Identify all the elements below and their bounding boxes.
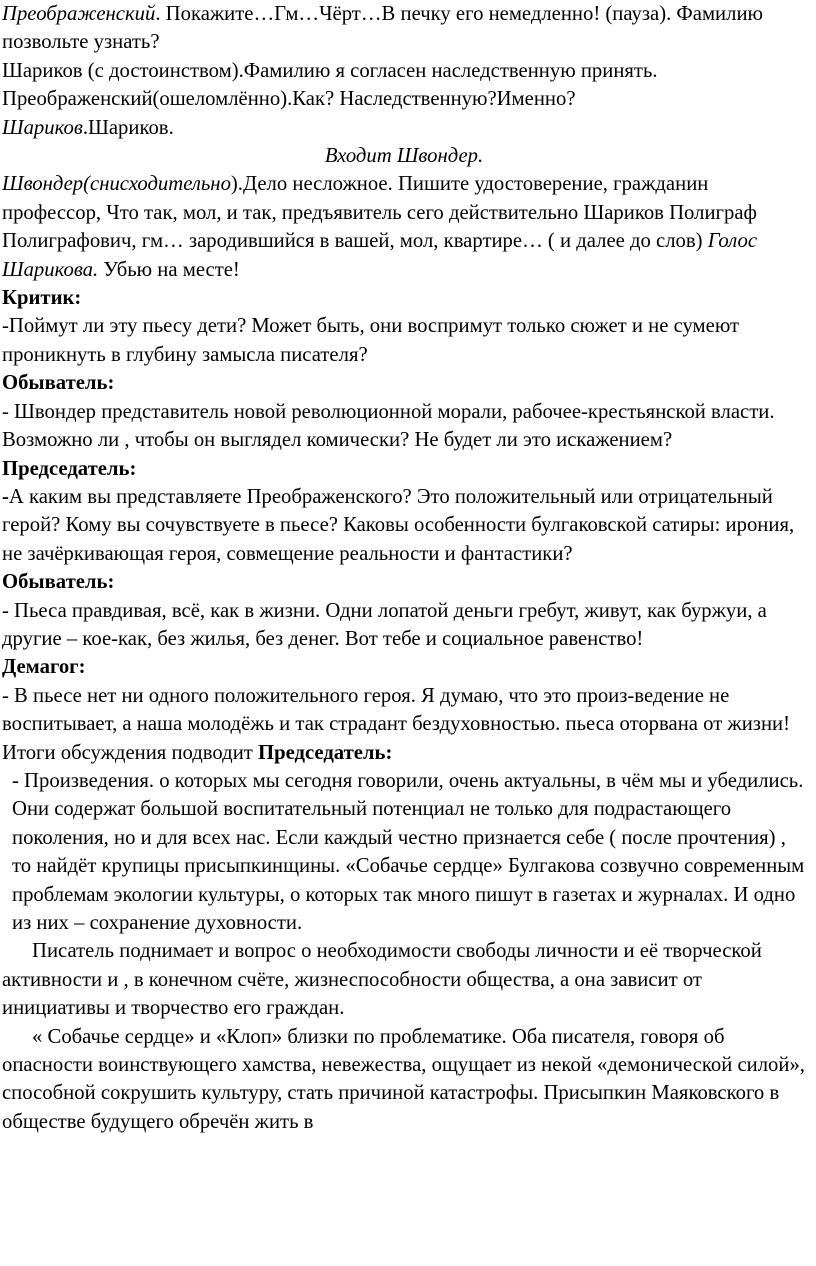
philistine-label: Обыватель: <box>2 372 115 395</box>
speaker-name: Шариков <box>2 116 83 139</box>
writer-paragraph: Писатель поднимает и вопрос о необходимости свободы личности и её творческой активности и , в конечном счёте, жизнеспособности общества, а она зависит от инициативы и творчество его граждан. <box>2 940 762 1020</box>
philistine-text: - Швондер представитель новой революционной морали, рабочее-крестьянской власти. Возможно ли , чтобы он выглядел комически? Не будет ли это искажением? <box>2 400 775 452</box>
summary-intro <box>2 739 806 767</box>
dialogue-preobrazhensky-2: Преображенский(ошеломлённо).Как? Наследственную?Именно? <box>2 88 576 111</box>
dialogue-preobrazhensky-1 <box>2 0 806 57</box>
chairman-text <box>2 483 806 568</box>
demagogue-text: - В пьесе нет ни одного положительного героя. Я думаю, что это произ-ведение не воспитывает, а наша молодёжь и так страдант бездуховностью. пьеса оторвана от жизни! <box>2 684 790 736</box>
stage-direction: Входит Швондер. <box>324 145 484 168</box>
chairman-question: А каким вы представляете Преображенского? Это положительный или отрицательный герой? Кому вы сочувствуете в пьесе? Каковы особенности булгаковской сатиры: ирония, не зачёркивающая героя, совмещение реальности и фантастики? <box>2 485 795 565</box>
speaker-name: Швондер(снисходительно <box>2 173 231 196</box>
chairman-summary-text: - Произведения. о которых мы сегодня говорили, очень актуальны, в чём мы и убедились. Они содержат большой воспитательный потенциал не только для подрастающего поколения, но и для всех нас. Если каждый честно признается себе ( после прочтения) , то найдёт крупицы присыпкинщины. «Собачье сердце» Булгакова созвучно современным проблемам экологии культуры, о которых так много пишут в газетах и журналах. И одно из них – сохранение духовности. <box>12 769 805 934</box>
critic-label: Критик: <box>2 287 82 310</box>
dialogue-text: ).Дело несложное. Пишите удостоверение, гражданин профессор, Что так, мол, и так, предъявитель сего действительно Шариков Полиграф Полиграфович, гм… зародившийся в вашей, мол, квартире… ( и далее до слов) <box>2 173 757 253</box>
dialogue-sharikov-1: Шариков (с достоинством).Фамилию я согласен наследственную принять. <box>2 59 658 82</box>
chairman-label: Председатель: <box>2 457 137 480</box>
dialogue-italic: Голос Шарикова. <box>2 230 758 281</box>
philistine-text-2: - Пьеса правдивая, всё, как в жизни. Одни лопатой деньги гребут, живут, как буржуи, а другие – кое-как, без жилья, без денег. Вот тебе и социальное равенство! <box>2 599 767 650</box>
philistine-label-2: Обыватель: <box>2 571 115 594</box>
dialogue-tail: Убью на месте! <box>98 258 240 281</box>
summary-intro-text: Итоги обсуждения подводит <box>2 741 258 764</box>
dialogue-text: .Шариков. <box>82 116 174 139</box>
dialogue-text: . Покажите…Гм…Чёрт…В печку его немедленно! (пауза). Фамилию позвольте узнать? <box>2 3 763 54</box>
dialogue-shvonder <box>2 170 806 284</box>
demagogue-label: Демагог: <box>2 656 86 679</box>
dash: - <box>2 485 9 508</box>
comparison-paragraph: « Собачье сердце» и «Клоп» близки по проблематике. Оба писателя, говоря об опасности воинствующего хамства, невежества, ощущает из некой «демонической силой», способной сокрушить культуру, стать причиной катастрофы. Присыпкин Маяковского в обществе будущего обречён жить в <box>2 1025 805 1133</box>
critic-text: -Поймут ли эту пьесу дети? Может быть, они воспримут только сюжет и не сумеют проникнуть в глубину замысла писателя? <box>2 315 740 366</box>
summary-chairman-label: Председатель: <box>258 741 393 764</box>
dialogue-sharikov-2 <box>2 114 806 142</box>
speaker-name: Преображенский <box>2 3 156 25</box>
